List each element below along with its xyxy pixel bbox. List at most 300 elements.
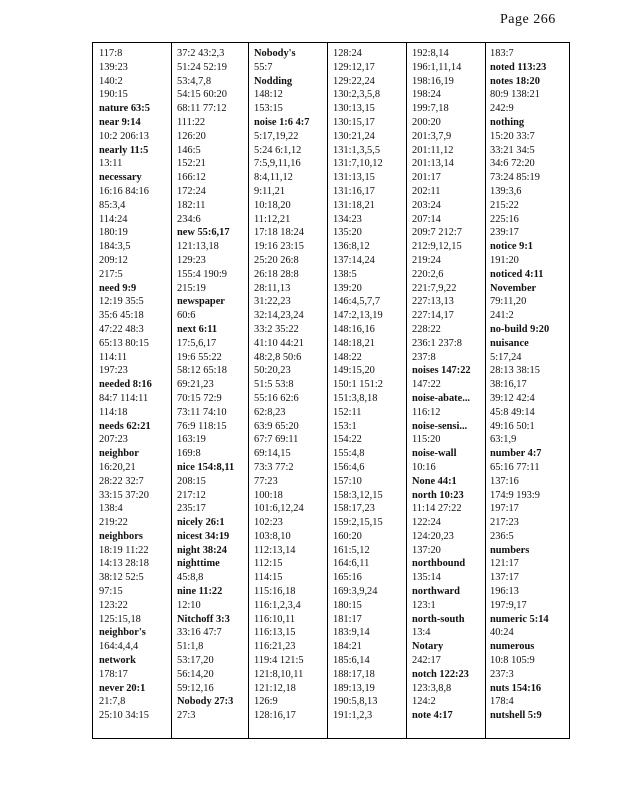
index-page-ref: 122:24	[412, 517, 441, 529]
index-page-ref: 55:16 62:6	[254, 392, 299, 404]
index-page-ref: 169:3,9,24	[333, 586, 378, 598]
index-page-ref: 10:18,20	[254, 199, 291, 211]
index-headword-entry: neighbor	[99, 448, 139, 460]
index-page-ref: 65:13 80:15	[99, 337, 149, 349]
index-page-ref: 51:24 52:19	[177, 61, 227, 73]
index-page-ref: 129:23	[177, 254, 206, 266]
index-page-ref: 68:11 77:12	[177, 103, 227, 115]
index-page-ref: 63:9 65:20	[254, 420, 299, 432]
index-page-ref: 201:11,12	[412, 144, 454, 156]
index-page-ref: 129:12,17	[333, 61, 375, 73]
index-headword-entry: nice 154:8,11	[177, 461, 235, 473]
index-page-ref: 123:22	[99, 599, 128, 611]
index-page-ref: 12:19 35:5	[99, 296, 144, 308]
index-headword-entry: Nobody 27:3	[177, 696, 234, 708]
index-frame	[92, 42, 570, 739]
index-headword-entry: November	[490, 282, 537, 294]
index-page-ref: 236:5	[490, 530, 514, 542]
index-page-ref: 103:8,10	[254, 530, 291, 542]
index-page-ref: 114:11	[99, 351, 128, 363]
index-page-ref: 197:9,17	[490, 599, 527, 611]
index-column-3	[254, 47, 309, 723]
index-headword-entry: notch 122:23	[412, 668, 469, 680]
index-page-ref: 198:16,19	[412, 75, 454, 87]
index-page-ref: 115:16,18	[254, 586, 296, 598]
index-page-ref: 114:24	[99, 213, 128, 225]
index-page-ref: 69:21,23	[177, 379, 214, 391]
index-page-ref: 129:22,24	[333, 75, 375, 87]
index-page-ref: 33:16 47:7	[177, 627, 222, 639]
index-headword-entry: nicely 26:1	[177, 517, 225, 529]
index-headword-entry: noise-sensi...	[412, 420, 468, 432]
index-page-ref: 13:4	[412, 627, 431, 639]
index-page-ref: 59:12,16	[177, 682, 214, 694]
index-page-ref: 169:8	[177, 448, 201, 460]
index-page-ref: 35:6 45:18	[99, 310, 144, 322]
index-headword-entry: northward	[412, 586, 460, 598]
index-page-ref: 116:21,23	[254, 641, 296, 653]
index-page-ref: 17:18 18:24	[254, 227, 304, 239]
index-page-ref: 69:14,15	[254, 448, 291, 460]
index-headword-entry: newspaper	[177, 296, 225, 308]
index-page-ref: 25:10 34:15	[99, 710, 149, 722]
index-page-ref: 45:8,8	[177, 572, 204, 584]
index-page-ref: 126:9	[254, 696, 278, 708]
index-page-ref: 25:20 26:8	[254, 254, 299, 266]
index-page-ref: 209:12	[99, 254, 128, 266]
index-page-ref: 39:12 42:4	[490, 392, 535, 404]
index-page-ref: 77:23	[254, 475, 278, 487]
index-page-ref: 198:24	[412, 89, 441, 101]
index-headword-entry: no-build 9:20	[490, 323, 550, 335]
index-page-ref: 135:14	[412, 572, 441, 584]
index-page-ref: 150:1 151:2	[333, 379, 383, 391]
index-page-ref: 131:16,17	[333, 185, 375, 197]
index-page-ref: 131:1,3,5,5	[333, 144, 381, 156]
index-headword-entry: noise 1:6 4:7	[254, 116, 310, 128]
index-page-ref: 19:6 55:22	[177, 351, 222, 363]
index-page-ref: 5:17,24	[490, 351, 522, 363]
index-page-ref: 10:16	[412, 461, 436, 473]
index-page-ref: 174:9 193:9	[490, 489, 540, 501]
index-page-ref: 73:11 74:10	[177, 406, 227, 418]
index-page-ref: 37:2 43:2,3	[177, 48, 225, 59]
index-headword-entry: Nodding	[254, 75, 293, 87]
index-page-ref: 53:4,7,8	[177, 75, 212, 87]
index-page-ref: 97:15	[99, 586, 123, 598]
index-page-ref: 49:16 50:1	[490, 420, 535, 432]
index-page-ref: 51:1,8	[177, 641, 204, 653]
index-page-ref: 102:23	[254, 517, 283, 529]
index-page-ref: 119:4 121:5	[254, 655, 304, 667]
index-page-ref: 153:15	[254, 103, 283, 115]
index-page-ref: 185:6,14	[333, 655, 370, 667]
index-page-ref: 128:24	[333, 48, 362, 59]
index-column-5	[412, 47, 471, 723]
index-page-ref: 236:1 237:8	[412, 337, 462, 349]
index-page-ref: 34:6 72:20	[490, 158, 535, 170]
index-page-ref: 130:21,24	[333, 130, 375, 142]
index-page-ref: 28:13 38:15	[490, 365, 540, 377]
index-page-ref: 47:22 48:3	[99, 323, 144, 335]
column-divider	[171, 43, 172, 738]
index-page-ref: 180:15	[333, 599, 362, 611]
index-page-ref: 126:20	[177, 130, 206, 142]
index-page-ref: 79:11,20	[490, 296, 527, 308]
index-page-ref: 217:12	[177, 489, 206, 501]
index-headword-entry: noise-wall	[412, 448, 457, 460]
index-page-ref: 138:4	[99, 503, 123, 515]
index-page-ref: 101:6,12,24	[254, 503, 304, 515]
index-page-ref: 15:20 33:7	[490, 130, 535, 142]
index-page-ref: 181:17	[333, 613, 362, 625]
index-page-ref: 212:9,12,15	[412, 241, 462, 253]
index-headword-entry: neighbors	[99, 530, 143, 542]
index-page-ref: 121:8,10,11	[254, 668, 304, 680]
index-page-ref: 138:5	[333, 268, 357, 280]
index-page-ref: 114:15	[254, 572, 283, 584]
index-page-ref: 151:3,8,18	[333, 392, 378, 404]
index-page-ref: 13:11	[99, 158, 123, 170]
index-page-ref: 112:13,14	[254, 544, 296, 556]
index-page-ref: 191:20	[490, 254, 519, 266]
index-page-ref: 149:15,20	[333, 365, 375, 377]
index-headword-entry: nine 11:22	[177, 586, 223, 598]
column-divider	[327, 43, 328, 738]
index-page-ref: 48:2,8 50:6	[254, 351, 302, 363]
index-page-ref: 192:8,14	[412, 48, 449, 59]
index-page-ref: 28:22 32:7	[99, 475, 144, 487]
index-page-ref: 163:19	[177, 434, 206, 446]
index-column-6	[490, 47, 549, 723]
index-page-ref: 237:8	[412, 351, 436, 363]
index-headword-entry: needs 62:21	[99, 420, 151, 432]
index-page-ref: 190:5,8,13	[333, 696, 378, 708]
index-page-ref: 10:2 206:13	[99, 130, 149, 142]
index-page-ref: 183:9,14	[333, 627, 370, 639]
index-page-ref: 178:17	[99, 668, 128, 680]
index-page-ref: 7:5,9,11,16	[254, 158, 301, 170]
index-headword-entry: note 4:17	[412, 710, 453, 722]
index-page-ref: 8:4,11,12	[254, 172, 293, 184]
index-page-ref: 19:16 23:15	[254, 241, 304, 253]
index-page-ref: 140:2	[99, 75, 123, 87]
index-page-ref: 153:1	[333, 420, 357, 432]
index-headword-entry: nuts 154:16	[490, 682, 542, 694]
index-page-ref: 207:14	[412, 213, 441, 225]
index-page-ref: 18:19 11:22	[99, 544, 149, 556]
index-headword-entry: noticed 4:11	[490, 268, 544, 280]
index-page-ref: 219:24	[412, 254, 441, 266]
index-page-ref: 53:17,20	[177, 655, 214, 667]
index-page-ref: 41:10 44:21	[254, 337, 304, 349]
column-divider	[485, 43, 486, 738]
index-page-ref: 58:12 65:18	[177, 365, 227, 377]
index-page-ref: 219:22	[99, 517, 128, 529]
index-page-ref: 184:21	[333, 641, 362, 653]
index-page-ref: 11:12,21	[254, 213, 291, 225]
index-page-ref: 161:5,12	[333, 544, 370, 556]
index-page-ref: 197:17	[490, 503, 519, 515]
index-page-ref: 5:24 6:1,12	[254, 144, 302, 156]
index-page-ref: 237:3	[490, 668, 514, 680]
index-headword-entry: nothing	[490, 116, 525, 128]
index-page-ref: 160:20	[333, 530, 362, 542]
index-page-ref: 116:13,15	[254, 627, 296, 639]
index-page-ref: 228:22	[412, 323, 441, 335]
index-page-ref: 121:13,18	[177, 241, 219, 253]
index-page-ref: 131:13,15	[333, 172, 375, 184]
index-page-ref: 158:17,23	[333, 503, 375, 515]
index-page-ref: 116:12	[412, 406, 441, 418]
index-page-ref: 242:9	[490, 103, 514, 115]
index-page-ref: 220:2,6	[412, 268, 444, 280]
index-page-ref: 215:22	[490, 199, 519, 211]
index-page-ref: 38:12 52:5	[99, 572, 144, 584]
index-page-ref: 9:11,21	[254, 185, 286, 197]
index-page-ref: 40:24	[490, 627, 514, 639]
index-page-ref: 182:11	[177, 199, 206, 211]
index-page-ref: 139:20	[333, 282, 362, 294]
index-page-ref: 114:18	[99, 406, 128, 418]
index-page-ref: 121:12,18	[254, 682, 296, 694]
index-page-ref: 17:5,6,17	[177, 337, 217, 349]
index-headword-entry: nearly 11:5	[99, 144, 149, 156]
column-divider	[248, 43, 249, 738]
index-page-ref: 217:5	[99, 268, 123, 280]
index-headword-entry: neighbor's	[99, 627, 146, 639]
index-page-ref: 227:14,17	[412, 310, 454, 322]
index-headword-entry: north 10:23	[412, 489, 464, 501]
index-headword-entry: new 55:6,17	[177, 227, 230, 239]
index-page-ref: 16:16 84:16	[99, 185, 149, 197]
index-headword-entry: northbound	[412, 558, 466, 570]
index-page-ref: 123:3,8,8	[412, 682, 452, 694]
index-page-ref: 199:7,18	[412, 103, 449, 115]
index-page-ref: 191:1,2,3	[333, 710, 373, 722]
index-page-ref: 152:21	[177, 158, 206, 170]
index-page-ref: 201:3,7,9	[412, 130, 452, 142]
index-page-ref: 148:16,16	[333, 323, 375, 335]
index-page-ref: 128:16,17	[254, 710, 296, 722]
index-headword-entry: numeric 5:14	[490, 613, 549, 625]
index-page-ref: 62:8,23	[254, 406, 286, 418]
index-page-ref: 134:23	[333, 213, 362, 225]
index-page-ref: 137:16	[490, 475, 519, 487]
index-page-ref: 31:22,23	[254, 296, 291, 308]
index-page-ref: 239:17	[490, 227, 519, 239]
index-headword-entry: notice 9:1	[490, 241, 533, 253]
index-page-ref: 148:12	[254, 89, 283, 101]
index-page-ref: 155:4 190:9	[177, 268, 227, 280]
index-page-ref: 26:18 28:8	[254, 268, 299, 280]
index-page-ref: 201:13,14	[412, 158, 454, 170]
index-page-ref: 166:12	[177, 172, 206, 184]
index-page-ref: 63:1,9	[490, 434, 517, 446]
index-page-ref: 121:17	[490, 558, 519, 570]
index-page-ref: 200:20	[412, 116, 441, 128]
index-page-ref: 225:16	[490, 213, 519, 225]
index-page-ref: 235:17	[177, 503, 206, 515]
index-page-ref: 54:15 60:20	[177, 89, 227, 101]
index-page-ref: 5:17,19,22	[254, 130, 299, 142]
index-headword-entry: notes 18:20	[490, 75, 540, 87]
index-page-ref: 33:15 37:20	[99, 489, 149, 501]
index-page-ref: 156:4,6	[333, 461, 365, 473]
index-page-ref: 139:23	[99, 61, 128, 73]
index-page-ref: 158:3,12,15	[333, 489, 383, 501]
index-page-ref: 148:22	[333, 351, 362, 363]
index-page-ref: 131:18,21	[333, 199, 375, 211]
index-page-ref: 202:11	[412, 185, 441, 197]
index-page-ref: 196:13	[490, 586, 519, 598]
index-page-ref: 152:11	[333, 406, 362, 418]
index-page-ref: 154:22	[333, 434, 362, 446]
index-page-ref: 164:4,4,4	[99, 641, 139, 653]
index-page-ref: 67:7 69:11	[254, 434, 299, 446]
index-page-ref: 16:20,21	[99, 461, 136, 473]
index-page-ref: 111:22	[177, 116, 206, 128]
index-page-ref: 221:7,9,22	[412, 282, 457, 294]
index-headword-entry: next 6:11	[177, 323, 218, 335]
index-headword-entry: nutshell 5:9	[490, 710, 542, 722]
index-page-ref: 80:9 138:21	[490, 89, 540, 101]
index-page-ref: 172:24	[177, 185, 206, 197]
index-headword-entry: night 38:24	[177, 544, 227, 556]
index-headword-entry: None 44:1	[412, 475, 457, 487]
index-page-ref: 217:23	[490, 517, 519, 529]
index-headword-entry: north-south	[412, 613, 465, 625]
index-page-ref: 33:21 34:5	[490, 144, 535, 156]
index-page-ref: 196:1,11,14	[412, 61, 462, 73]
index-page-ref: 125:15,18	[99, 613, 141, 625]
index-headword-entry: nuisance	[490, 337, 529, 349]
index-page-ref: 159:2,15,15	[333, 517, 383, 529]
index-page-ref: 124:20,23	[412, 530, 454, 542]
index-page-ref: 12:10	[177, 599, 201, 611]
column-divider	[406, 43, 407, 738]
index-page-ref: 197:23	[99, 365, 128, 377]
index-page-ref: 76:9 118:15	[177, 420, 227, 432]
index-page-ref: 130:13,15	[333, 103, 375, 115]
index-page-ref: 116:1,2,3,4	[254, 599, 301, 611]
page-number: Page 266	[500, 12, 556, 27]
index-page-ref: 27:3	[177, 710, 196, 722]
index-page-ref: 65:16 77:11	[490, 461, 540, 473]
index-page-ref: 147:22	[412, 379, 441, 391]
index-page-ref: 100:18	[254, 489, 283, 501]
index-page-ref: 207:23	[99, 434, 128, 446]
index-page-ref: 164:6,11	[333, 558, 370, 570]
index-page-ref: 180:19	[99, 227, 128, 239]
index-page-ref: 189:13,19	[333, 682, 375, 694]
index-page-ref: 165:16	[333, 572, 362, 584]
index-page-ref: 60:6	[177, 310, 196, 322]
index-page-ref: 115:20	[412, 434, 441, 446]
index-page-ref: 137:17	[490, 572, 519, 584]
index-headword-entry: number 4:7	[490, 448, 542, 460]
index-page-ref: 56:14,20	[177, 668, 214, 680]
index-page-ref: 38:16,17	[490, 379, 527, 391]
index-page-ref: 184:3,5	[99, 241, 131, 253]
index-page-ref: 14:13 28:18	[99, 558, 149, 570]
index-page-ref: 131:7,10,12	[333, 158, 383, 170]
index-page-ref: 51:5 53:8	[254, 379, 294, 391]
index-page-ref: 234:6	[177, 213, 201, 225]
index-headword-entry: network	[99, 655, 136, 667]
index-page-ref: 10:8 105:9	[490, 655, 535, 667]
index-column-4	[333, 47, 383, 723]
index-page-ref: 84:7 114:11	[99, 392, 149, 404]
index-page-ref: 112:15	[254, 558, 283, 570]
index-column-1	[99, 47, 152, 723]
index-page-ref: 155:4,8	[333, 448, 365, 460]
index-page-ref: 11:14 27:22	[412, 503, 462, 515]
index-column-2	[177, 47, 234, 723]
index-headword-entry: numbers	[490, 544, 530, 556]
index-page-ref: 157:10	[333, 475, 362, 487]
index-page-ref: 178:4	[490, 696, 514, 708]
index-page-ref: 136:8,12	[333, 241, 370, 253]
index-page-ref: 147:2,13,19	[333, 310, 383, 322]
index-headword-entry: near 9:14	[99, 116, 141, 128]
index-page-ref: 73:24 85:19	[490, 172, 540, 184]
index-headword-entry: needed 8:16	[99, 379, 152, 391]
index-page-ref: 146:4,5,7,7	[333, 296, 381, 308]
index-page-ref: 183:7	[490, 48, 514, 59]
index-headword-entry: Notary	[412, 641, 444, 653]
index-page-ref: 137:20	[412, 544, 441, 556]
index-page-ref: 50:20,23	[254, 365, 291, 377]
index-page-ref: 117:8	[99, 48, 123, 59]
index-page-ref: 124:2	[412, 696, 436, 708]
index-headword-entry: Nitchoff 3:3	[177, 613, 230, 625]
index-page-ref: 139:3,6	[490, 185, 522, 197]
index-page-ref: 201:17	[412, 172, 441, 184]
index-page-ref: 146:5	[177, 144, 201, 156]
index-headword-entry: nature 63:5	[99, 103, 150, 115]
index-page-ref: 73:3 77:2	[254, 461, 294, 473]
index-headword-entry: noise-abate...	[412, 392, 471, 404]
index-headword-entry: nicest 34:19	[177, 530, 230, 542]
index-page-ref: 21:7,8	[99, 696, 126, 708]
index-page-ref: 123:1	[412, 599, 436, 611]
index-page-ref: 116:10,11	[254, 613, 296, 625]
index-page-ref: 85:3,4	[99, 199, 126, 211]
index-headword-entry: noted 113:23	[490, 61, 547, 73]
index-headword-entry: noises 147:22	[412, 365, 471, 377]
index-page-ref: 45:8 49:14	[490, 406, 535, 418]
index-page-ref: 55:7	[254, 61, 273, 73]
index-page-ref: 137:14,24	[333, 254, 375, 266]
index-page-ref: 203:24	[412, 199, 441, 211]
index-page-ref: 32:14,23,24	[254, 310, 304, 322]
index-page-ref: 130:15,17	[333, 116, 375, 128]
index-page-ref: 190:15	[99, 89, 128, 101]
index-page-ref: 241:2	[490, 310, 514, 322]
index-headword-entry: Nobody's	[254, 48, 296, 59]
index-page-ref: 208:15	[177, 475, 206, 487]
index-headword-entry: need 9:9	[99, 282, 137, 294]
index-page-ref: 33:2 35:22	[254, 323, 299, 335]
index-page-ref: 130:2,3,5,8	[333, 89, 381, 101]
index-headword-entry: never 20:1	[99, 682, 146, 694]
index-page-ref: 148:18,21	[333, 337, 375, 349]
index-headword-entry: nighttime	[177, 558, 220, 570]
index-page-ref: 227:13,13	[412, 296, 454, 308]
index-page-ref: 215:19	[177, 282, 206, 294]
index-page-ref: 135:20	[333, 227, 362, 239]
